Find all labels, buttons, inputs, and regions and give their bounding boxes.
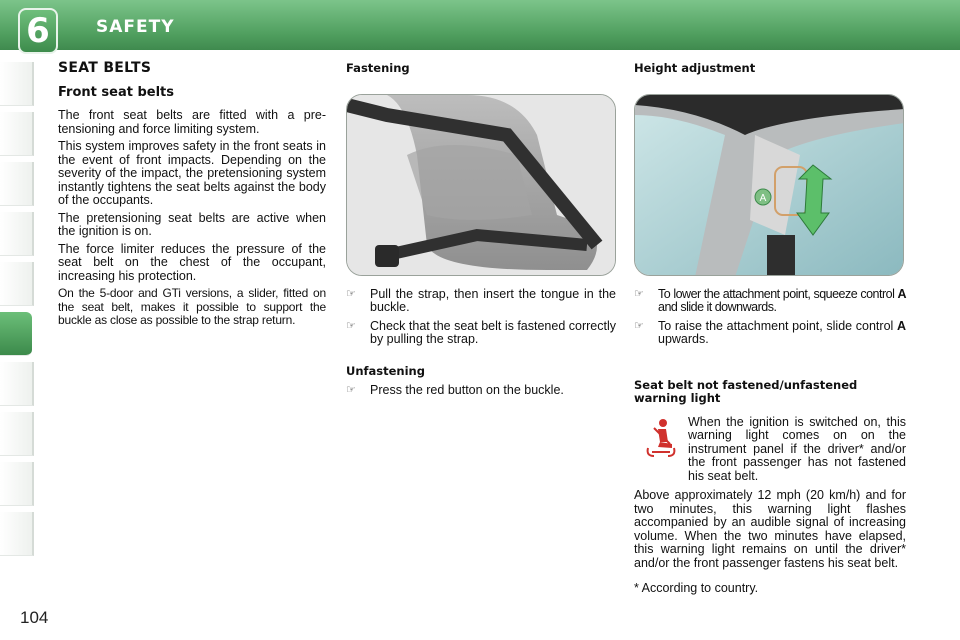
unfastening-heading: Unfastening: [346, 363, 425, 378]
list-item: ☞ Pull the strap, then insert the tongue in the buckle.: [346, 286, 616, 314]
chapter-tab-9[interactable]: [0, 462, 34, 506]
paragraph-1: The front seat belts are fitted with a pre-tensioning and force limiting system.: [58, 108, 326, 136]
chapter-badge: [18, 8, 58, 54]
warning-light-description: When the ignition is switched on, this warning light comes on on the instrument panel if the driver* and/or the front passenger has not fastened his seat belt.: [688, 414, 906, 483]
warning-row: [634, 416, 906, 484]
pointing-hand-icon: ☞: [346, 384, 356, 396]
chapter-tab-7[interactable]: [0, 362, 34, 406]
chapter-tab-10[interactable]: [0, 512, 34, 556]
section-title: SEAT BELTS: [58, 60, 152, 76]
chapter-tab-3[interactable]: [0, 162, 34, 206]
column-height-adjustment: [634, 62, 906, 596]
unfastening-section: [346, 365, 616, 398]
pointing-hand-icon: ☞: [346, 287, 356, 300]
header-bar: [0, 0, 960, 50]
chapter-tab-4[interactable]: [0, 212, 34, 256]
chapter-tab-6-active[interactable]: [0, 312, 32, 356]
pointing-hand-icon: ☞: [346, 319, 356, 332]
paragraph-4: The force limiter reduces the pressure of the seat belt on the chest of the occupant, increasing his protection.: [58, 241, 326, 283]
column-fastening: [346, 62, 616, 403]
control-a-label: A: [759, 192, 767, 204]
list-item: ☞ To lower the attachment point, squeeze control A and slide it downwards.: [634, 286, 906, 314]
pointing-hand-icon: ☞: [634, 287, 644, 300]
warning-light-heading: Seat belt not fastened/unfastened warning light: [634, 377, 858, 405]
footnote: * According to country.: [634, 581, 759, 595]
paragraph-5: On the 5-door and GTi versions, a slider, fitted on the seat belt, makes it possible to support the buckle as close as possible to the strap return.: [58, 286, 326, 327]
paragraph-2: This system improves safety in the front seats in the event of front impacts. Depending on the severity of the impact, the pretensioning system instantly tightens the seat belts against the body of the occupants.: [58, 139, 326, 207]
chapter-number: 6: [26, 11, 50, 51]
chapter-tab-1[interactable]: [0, 62, 34, 106]
height-adjustment-list: [634, 288, 906, 347]
unfastening-list: [346, 384, 616, 398]
chapter-tabs: [0, 62, 34, 582]
page-title: SAFETY: [96, 17, 175, 37]
fastening-heading: Fastening: [346, 61, 410, 75]
chapter-tab-2[interactable]: [0, 112, 34, 156]
height-adjustment-photo: [634, 94, 904, 276]
fastening-list: [346, 288, 616, 347]
list-item: ☞ To raise the attachment point, slide control A upwards.: [634, 318, 906, 346]
column-seat-belts: [58, 62, 326, 332]
warning-light-section: [634, 379, 906, 596]
list-item: ☞ Press the red button on the buckle.: [346, 383, 564, 397]
list-item: ☞ Check that the seat belt is fastened correctly by pulling the strap.: [346, 318, 616, 346]
seat-belt-fastening-photo: [346, 94, 616, 276]
pointing-hand-icon: ☞: [634, 319, 644, 332]
paragraph-3: The pretensioning seat belts are active when the ignition is on.: [58, 210, 326, 238]
warning-light-paragraph: Above approximately 12 mph (20 km/h) and for two minutes, this warning light flashes accompanied by an audible signal of increasing volume. When the two minutes have elapsed, this warning light remains on until the driver* and/or the front passenger fastens his seat belt.: [634, 488, 906, 570]
chapter-tab-8[interactable]: [0, 412, 34, 456]
chapter-tab-5[interactable]: [0, 262, 34, 306]
height-adjustment-heading: Height adjustment: [634, 61, 756, 75]
seat-belt-warning-icon: [634, 416, 688, 484]
page-number: 104: [20, 608, 49, 627]
subsection-title: Front seat belts: [58, 84, 174, 100]
